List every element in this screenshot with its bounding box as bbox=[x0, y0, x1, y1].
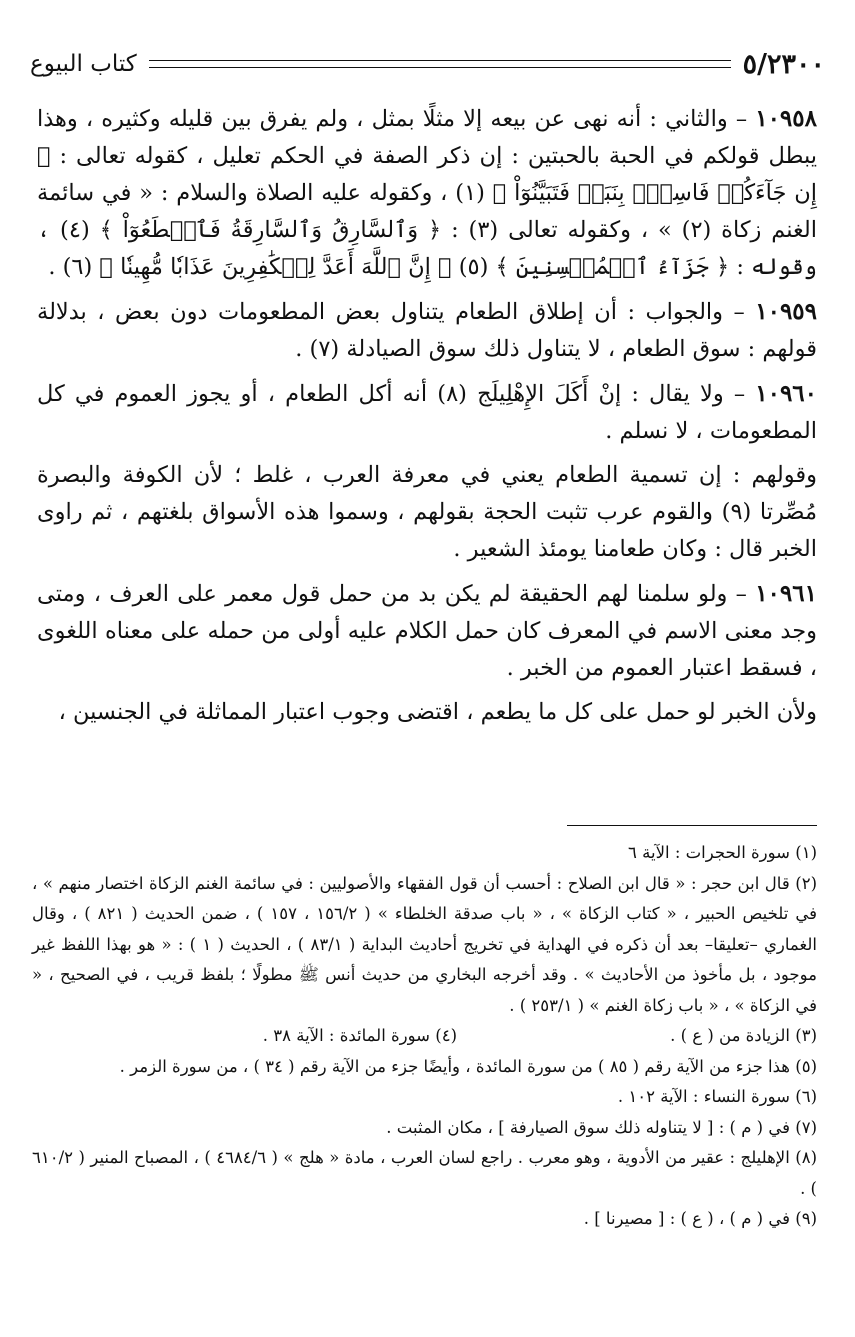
paragraph-number: ١٠٩٥٨ bbox=[755, 105, 817, 132]
footnote-4: (٤) سورة المائدة : الآية ٣٨ . bbox=[262, 1026, 457, 1045]
main-text bbox=[37, 100, 817, 738]
footnote-8: (٨) الإهليلج : عقير من الأدوية ، وهو معرب . راجع لسان العرب ، مادة « هلج » ( ٤٦٨٤/٦ ) ، المصباح المنير ( ٦١٠/٢ ) . bbox=[32, 1148, 817, 1198]
footnotes bbox=[32, 838, 817, 1235]
book-title: كتاب البيوع bbox=[30, 51, 137, 77]
footnote-2: (٢) قال ابن حجر : « قال ابن الصلاح : أحسب أن قول الفقهاء والأصوليين : في سائمة الغنم الزكاة اختصار منهم » ، في تلخيص الحبير ، « كتاب الزكاة » ، « باب صدقة الخلطاء » ( ١٥٦/٢ ، ١٥٧ ) ، ضمن الحديث ( ٨٢١ ) ، وقال الغماري –تعليقا– بعد أن ذكره في الهداية في تخريج أحاديث البداية ( ٨٣/١ ) ، الحديث ( ١ ) : « هو بهذا اللفظ غير موجود ، بل مأخوذ من الأحاديث » . وقد أخرجه البخاري من حديث أنس ﷺ مطولًا ؛ بلفظ قريب ، في الصحيح ، « في الزكاة » ، « باب زكاة الغنم » ( ٢٥٣/١ ) . bbox=[32, 873, 817, 1015]
footnote-5: (٥) هذا جزء من الآية رقم ( ٨٥ ) من سورة المائدة ، وأيضًا جزء من الآية رقم ( ٣٤ ) ، من سورة الزمر . bbox=[119, 1056, 817, 1076]
header-rule bbox=[149, 60, 731, 68]
page-number: ٥/٢٣٠٠ bbox=[742, 48, 825, 80]
footnote-row bbox=[32, 1021, 817, 1052]
paragraph-text: – ولو سلمنا لهم الحقيقة لم يكن بد من حمل قول معمر على العرف ، ومتى وجد معنى الاسم في المعرف كان حمل الكلام عليه أولى من حمله على معناه اللغوى ، فسقط اعتبار العموم من الخبر . bbox=[37, 581, 817, 681]
footnote-9: (٩) في ( م ) ، ( ع ) : [ مصيرنا ] . bbox=[583, 1209, 817, 1228]
page-header bbox=[30, 44, 825, 84]
paragraph-10958 bbox=[37, 100, 817, 286]
footnote-7: (٧) في ( م ) : [ لا يتناوله ذلك سوق الصيارفة ] ، مكان المثبت . bbox=[386, 1117, 817, 1137]
paragraph-10960 bbox=[37, 375, 817, 450]
paragraph-number: ١٠٩٥٩ bbox=[755, 298, 818, 325]
paragraph-text: – والجواب : أن إطلاق الطعام يتناول بعض المطعومات دون بعض ، بدلالة قولهم : سوق الطعام ، لا يتناول ذلك سوق الصيادلة (٧) . bbox=[37, 299, 817, 362]
paragraph-text: – ولا يقال : إنْ أَكَلَ الإِهْلِيلَج (٨) أنه أكل الطعام ، أو يجوز العموم في كل المطعومات ، لا نسلم . bbox=[37, 381, 817, 444]
paragraph-text: ولأن الخبر لو حمل على كل ما يطعم ، اقتضى وجوب اعتبار المماثلة في الجنسين ، bbox=[58, 699, 817, 725]
paragraph-10959 bbox=[37, 293, 817, 368]
paragraph-text: – والثاني : أنه نهى عن بيعه إلا مثلًا بمثل ، ولم يفرق بين قليله وكثيره ، وهذا يبطل قولكم في الحبة بالحبتين : إن ذكر الصفة في الحكم تعليل ، كقوله تعالى : ﴿ إِن جَآءَكُمۡ فَاسِقُۢ بِنَبَإٖ فَتَبَيَّنُوٓاْ ﴾ (١) ، وكقوله عليه الصلاة والسلام : « في سائمة الغنم زكاة (٢) » ، وكقوله تعالى (٣) : ﴿ وَٱلسَّارِقُ وَٱلسَّارِقَةُ فَٱقۡطَعُوٓاْ ﴾ (٤) ، وقوله : ﴿ جَزَآءُ ٱلۡمُحۡسِنِينَ ﴾ (٥) ﴿ إِنَّ ٱللَّهَ أَعَدَّ لِلۡكَٰفِرِينَ عَذَابٗا مُّهِينٗا ﴾ (٦) . bbox=[37, 106, 818, 280]
footnote-6: (٦) سورة النساء : الآية ١٠٢ . bbox=[617, 1087, 817, 1106]
footnote-3: (٣) الزيادة من ( ع ) . bbox=[670, 1026, 817, 1045]
paragraph-response bbox=[37, 457, 817, 568]
paragraph-number: ١٠٩٦٠ bbox=[755, 380, 818, 407]
paragraph-10961 bbox=[37, 575, 817, 687]
paragraph-number: ١٠٩٦١ bbox=[755, 580, 817, 607]
footnote-1: (١) سورة الحجرات : الآية ٦ bbox=[628, 843, 817, 862]
paragraph-continued bbox=[37, 694, 817, 731]
footnote-separator bbox=[567, 825, 817, 826]
paragraph-text: وقولهم : إن تسمية الطعام يعني في معرفة العرب ، غلط ؛ لأن الكوفة والبصرة مُصِّرتا (٩) والقوم عرب تثبت الحجة بقولهم ، وسموا هذه الأسواق بلغتهم ، ثم راوى الخبر قال : وكان طعامنا يومئذ الشعير . bbox=[37, 462, 817, 562]
